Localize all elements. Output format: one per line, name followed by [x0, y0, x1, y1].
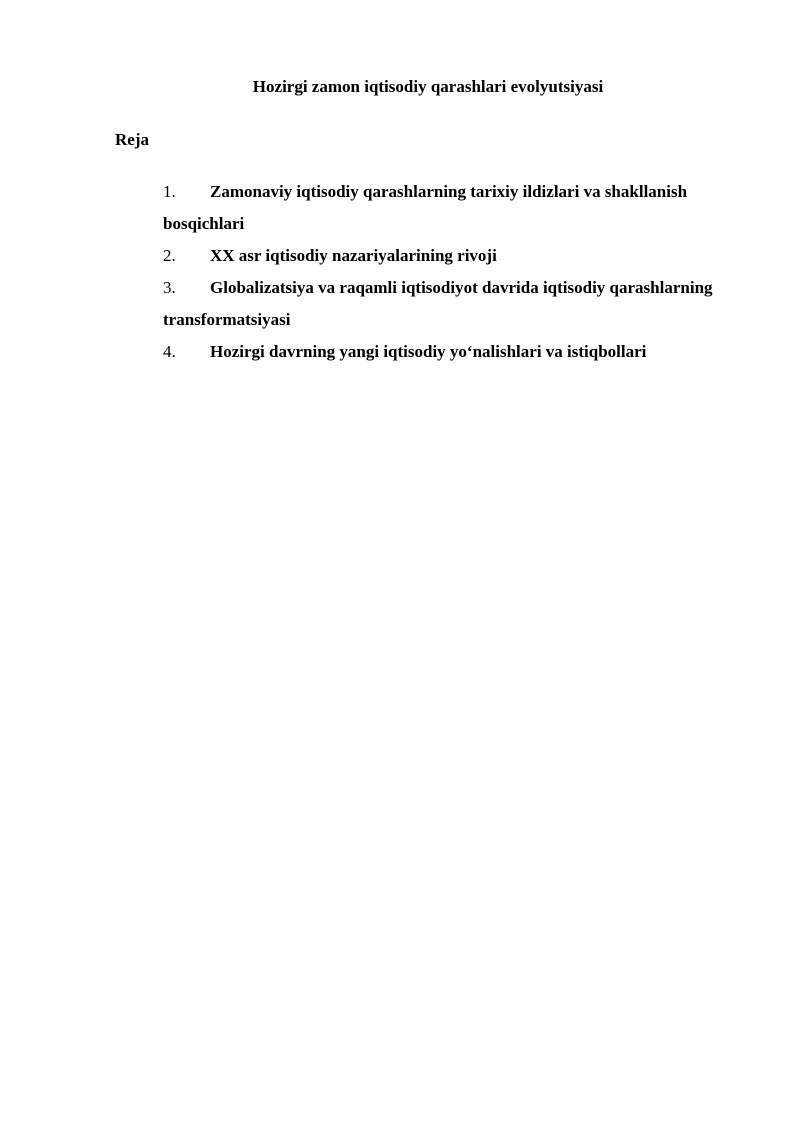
- plan-item-number: 3.: [163, 278, 176, 297]
- plan-item-number: 4.: [163, 342, 176, 361]
- plan-item-text: Zamonaviy iqtisodiy qarashlarning tarixiy ildizlari va shakllanish bosqichlari: [163, 182, 688, 233]
- plan-list: [163, 176, 743, 368]
- plan-item-text: Globalizatsiya va raqamli iqtisodiyot davrida iqtisodiy qarashlarning transformatsiyasi: [163, 278, 713, 329]
- plan-item-text: Hozirgi davrning yangi iqtisodiy yo‘nalishlari va istiqbollari: [210, 342, 647, 361]
- plan-item-number: 1.: [163, 182, 176, 201]
- plan-item: [163, 336, 743, 368]
- plan-item: [163, 272, 743, 336]
- plan-item-text: XX asr iqtisodiy nazariyalarining rivoji: [210, 246, 497, 265]
- plan-heading: Reja: [115, 130, 149, 149]
- document-title: Hozirgi zamon iqtisodiy qarashlari evolyutsiyasi: [252, 77, 604, 96]
- plan-item-number: 2.: [163, 246, 176, 265]
- plan-item: [163, 240, 743, 272]
- plan-item: [163, 176, 743, 240]
